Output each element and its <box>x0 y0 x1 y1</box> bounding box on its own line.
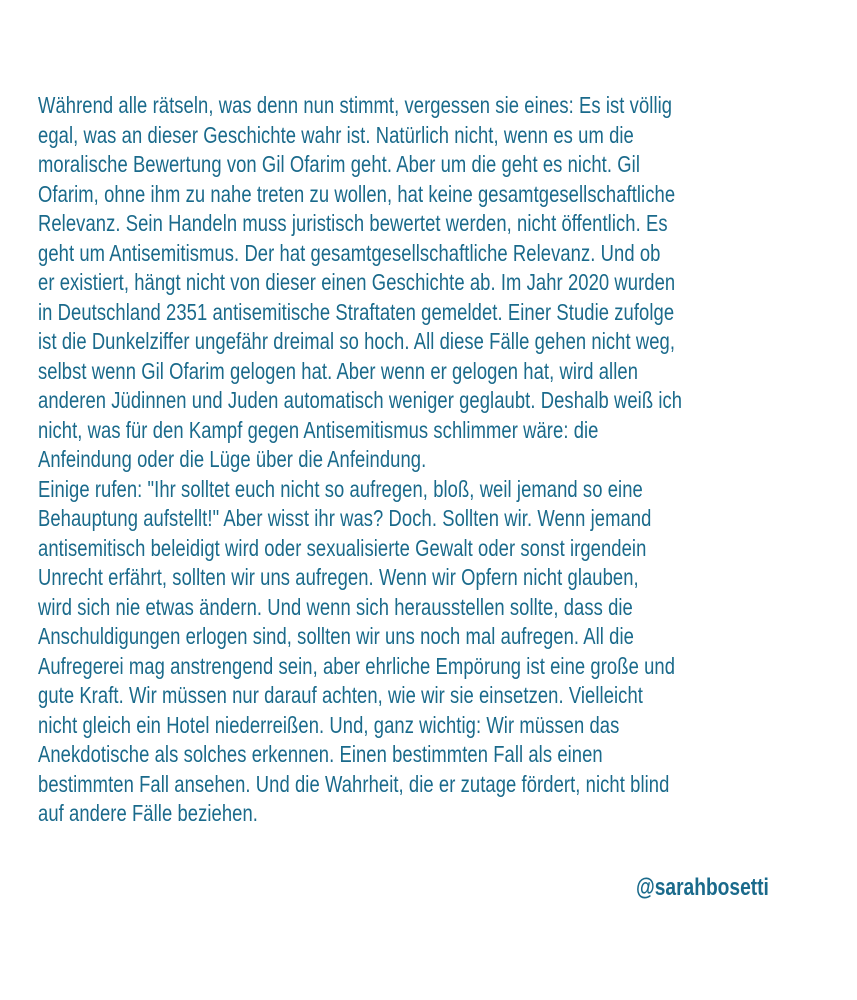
text-line: Relevanz. Sein Handeln muss juristisch bewertet werden, nicht öffentlich. Es <box>38 210 668 236</box>
text-line: wird sich nie etwas ändern. Und wenn sich herausstellen sollte, dass die <box>38 593 633 620</box>
text-line: gute Kraft. Wir müssen nur darauf achten, wie wir sie einsetzen. Vielleicht <box>38 682 643 708</box>
text-line: Anschuldigungen erlogen sind, sollten wir uns noch mal aufregen. All die <box>38 623 634 649</box>
author-handle: @sarahbosetti <box>636 874 769 901</box>
text-line: ist die Dunkelziffer ungefähr dreimal so hoch. All diese Fälle gehen nicht weg, <box>38 328 676 354</box>
text-line: Während alle rätseln, was denn nun stimmt, vergessen sie eines: Es ist völlig <box>38 92 673 118</box>
text-line: er existiert, hängt nicht von dieser einen Geschichte ab. Im Jahr 2020 wurden <box>38 269 676 295</box>
text-line: nicht gleich ein Hotel niederreißen. Und, ganz wichtig: Wir müssen das <box>38 711 620 738</box>
text-line: nicht, was für den Kampf gegen Antisemitismus schlimmer wäre: die <box>38 416 599 443</box>
text-line: auf andere Fälle beziehen. <box>38 800 258 826</box>
text-line: selbst wenn Gil Ofarim gelogen hat. Aber wenn er gelogen hat, wird allen <box>38 357 639 384</box>
text-line: Behauptung aufstellt!" Aber wisst ihr was? Doch. Sollten wir. Wenn jemand <box>38 505 652 531</box>
text-line: Anfeindung oder die Lüge über die Anfeindung. <box>38 446 427 472</box>
text-line: antisemitisch beleidigt wird oder sexualisierte Gewalt oder sonst irgendein <box>38 534 647 561</box>
text-line: bestimmten Fall ansehen. Und die Wahrheit, die er zutage fördert, nicht blind <box>38 770 670 797</box>
text-line: Ofarim, ohne ihm zu nahe treten zu wollen, hat keine gesamtgesellschaftliche <box>38 180 676 207</box>
text-line: Unrecht erfährt, sollten wir uns aufregen. Wenn wir Opfern nicht glauben, <box>38 564 639 590</box>
text-line: moralische Bewertung von Gil Ofarim geht. Aber um die geht es nicht. Gil <box>38 151 640 177</box>
text-line: Aufregerei mag anstrengend sein, aber ehrliche Empörung ist eine große und <box>38 652 676 679</box>
body-text <box>38 91 857 829</box>
text-line: in Deutschland 2351 antisemitische Straftaten gemeldet. Einer Studie zufolge <box>38 298 675 325</box>
text-line: Einige rufen: "Ihr solltet euch nicht so aufregen, bloß, weil jemand so eine <box>38 475 643 502</box>
text-line: egal, was an dieser Geschichte wahr ist. Natürlich nicht, wenn es um die <box>38 121 634 148</box>
text-line: anderen Jüdinnen und Juden automatisch weniger geglaubt. Deshalb weiß ich <box>38 387 683 413</box>
text-line: Anekdotische als solches erkennen. Einen bestimmten Fall als einen <box>38 741 603 767</box>
text-line: geht um Antisemitismus. Der hat gesamtgesellschaftliche Relevanz. Und ob <box>38 239 661 266</box>
